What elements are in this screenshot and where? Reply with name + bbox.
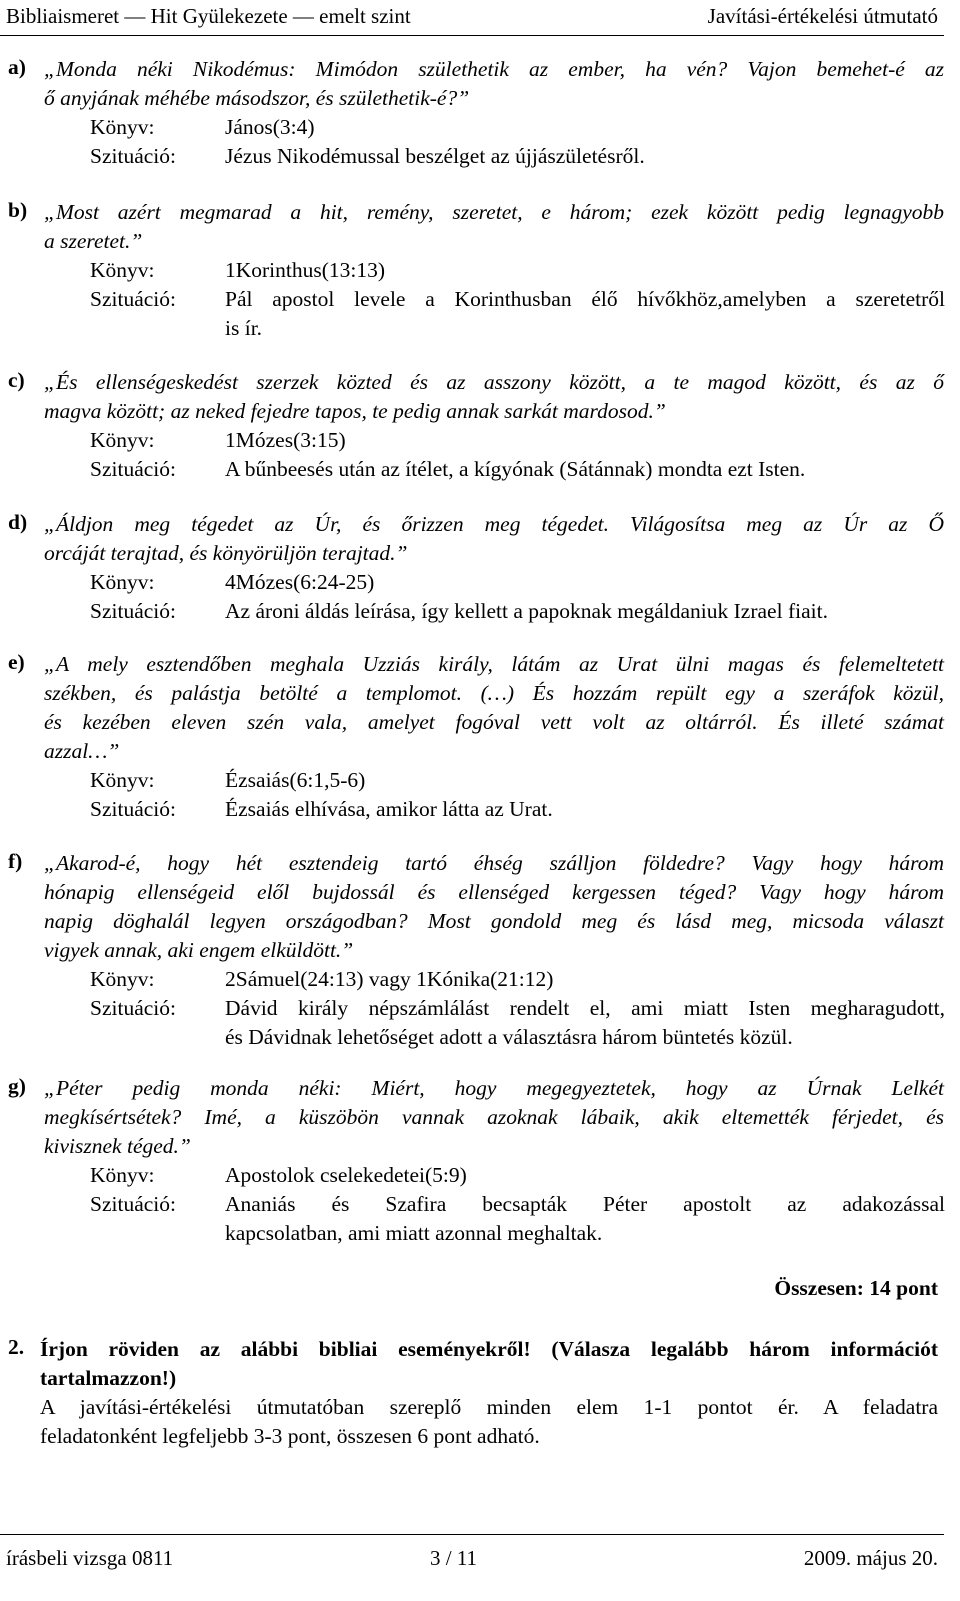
- quote-line: „Péter pedig monda néki: Miért, hogy megegyeztetek, hogy az Úrnak Lelkét: [44, 1076, 944, 1100]
- question-title-line: Írjon röviden az alábbi bibliai eseményekről! (Válasza legalább három információt: [40, 1337, 938, 1361]
- header-rule: [0, 35, 944, 36]
- item-letter: b): [8, 198, 28, 222]
- question-body-line: A javítási-értékelési útmutatóban szereplő minden elem 1-1 pontot ér. A feladatra: [40, 1395, 938, 1419]
- quote-line: „És ellenségeskedést szerzek közted és az asszony között, a te magod között, és az ő: [44, 370, 944, 394]
- footer-page-number: 3 / 11: [430, 1546, 478, 1570]
- quote-line: és kezében eleven szén vala, amelyet fogóval vett volt az oltárról. És illeté számat: [44, 710, 944, 734]
- situation-text: Ézsaiás elhívása, amikor látta az Urat.: [225, 797, 553, 821]
- book-label: Könyv:: [90, 115, 155, 139]
- book-label: Könyv:: [90, 1163, 155, 1187]
- quote-line: napig döghalál legyen országodban? Most gondold meg és lásd meg, micsoda választ: [44, 909, 944, 933]
- situation-text: A bűnbeesés után az ítélet, a kígyónak (Sátánnak) mondta ezt Isten.: [225, 457, 806, 481]
- quote-line: „Most azért megmarad a hit, remény, szeretet, e három; ezek között pedig legnagyobb: [44, 200, 944, 224]
- situation-text: Dávid király népszámlálást rendelt el, ami miatt Isten megharagudott,: [225, 996, 945, 1020]
- question-body-line: feladatonként legfeljebb 3-3 pont, összesen 6 pont adható.: [40, 1424, 540, 1448]
- situation-label: Szituáció:: [90, 144, 176, 168]
- item-letter: g): [8, 1074, 26, 1098]
- book-label: Könyv:: [90, 428, 155, 452]
- quote-line: hónapig ellenségeid elől bujdossál és ellenséged kergessen téged? Vagy hogy három: [44, 880, 944, 904]
- header-right: Javítási-értékelési útmutató: [707, 4, 938, 28]
- book-reference: 1Mózes(3:15): [225, 428, 346, 452]
- book-reference: 2Sámuel(24:13) vagy 1Kónika(21:12): [225, 967, 554, 991]
- quote-line: kivisznek téged.”: [44, 1134, 191, 1158]
- quote-line: „A mely esztendőben meghala Uzziás király, látám az Urat ülni magas és felemeltetett: [44, 652, 944, 676]
- item-letter: e): [8, 650, 25, 674]
- book-label: Könyv:: [90, 768, 155, 792]
- situation-label: Szituáció:: [90, 599, 176, 623]
- situation-label: Szituáció:: [90, 996, 176, 1020]
- item-letter: d): [8, 510, 28, 534]
- total-score: Összesen: 14 pont: [774, 1276, 938, 1300]
- quote-line: megkísértsétek? Imé, a küszöbön vannak azoknak lábaik, akik eltemették férjedet, és: [44, 1105, 944, 1129]
- quote-line: magva között; az neked fejedre tapos, te pedig annak sarkát mardosod.”: [44, 399, 666, 423]
- situation-text: Ananiás és Szafira becsapták Péter apostolt az adakozással: [225, 1192, 945, 1216]
- footer-rule: [0, 1534, 944, 1535]
- footer-exam: írásbeli vizsga 0811: [6, 1546, 174, 1570]
- book-label: Könyv:: [90, 967, 155, 991]
- quote-line: „Áldjon meg tégedet az Úr, és őrizzen meg tégedet. Világosítsa meg az Úr az Ő: [44, 512, 944, 536]
- situation-label: Szituáció:: [90, 797, 176, 821]
- footer-date: 2009. május 20.: [803, 1546, 938, 1570]
- book-reference: 1Korinthus(13:13): [225, 258, 386, 282]
- quote-line: vigyek annak, aki engem elküldött.”: [44, 938, 354, 962]
- situation-label: Szituáció:: [90, 1192, 176, 1216]
- book-reference: János(3:4): [225, 115, 315, 139]
- question-number: 2.: [8, 1335, 25, 1359]
- book-reference: Apostolok cselekedetei(5:9): [225, 1163, 467, 1187]
- book-label: Könyv:: [90, 258, 155, 282]
- situation-text: is ír.: [225, 316, 263, 340]
- item-letter: f): [8, 849, 23, 873]
- situation-text: Jézus Nikodémussal beszélget az újjászületésről.: [225, 144, 645, 168]
- item-letter: a): [8, 55, 26, 79]
- question-title-line: tartalmazzon!): [40, 1366, 177, 1390]
- book-reference: 4Mózes(6:24-25): [225, 570, 375, 594]
- quote-line: ő anyjának méhébe másodszor, és születhetik-é?”: [44, 86, 470, 110]
- situation-text: kapcsolatban, ami miatt azonnal meghaltak.: [225, 1221, 603, 1245]
- book-label: Könyv:: [90, 570, 155, 594]
- situation-text: Az ároni áldás leírása, így kellett a papoknak megáldaniuk Izrael fiait.: [225, 599, 828, 623]
- item-letter: c): [8, 368, 25, 392]
- situation-label: Szituáció:: [90, 457, 176, 481]
- quote-line: orcáját terajtad, és könyörüljön terajtad.”: [44, 541, 408, 565]
- quote-line: „Akarod-é, hogy hét esztendeig tartó éhség szálljon földedre? Vagy hogy három: [44, 851, 944, 875]
- situation-text: és Dávidnak lehetőséget adott a választásra három büntetés közül.: [225, 1025, 793, 1049]
- quote-line: székben, és palástja betölté a templomot. (…) És hozzám repült egy a szeráfok közül,: [44, 681, 944, 705]
- quote-line: a szeretet.”: [44, 229, 143, 253]
- book-reference: Ézsaiás(6:1,5-6): [225, 768, 366, 792]
- situation-text: Pál apostol levele a Korinthusban élő hívőkhöz,amelyben a szeretetről: [225, 287, 945, 311]
- header-left: Bibliaismeret — Hit Gyülekezete — emelt szint: [6, 4, 411, 28]
- page-header: [0, 0, 960, 36]
- situation-label: Szituáció:: [90, 287, 176, 311]
- quote-line: „Monda néki Nikodémus: Mimódon születhetik az ember, ha vén? Vajon bemehet-é az: [44, 57, 944, 81]
- quote-line: azzal…”: [44, 739, 120, 763]
